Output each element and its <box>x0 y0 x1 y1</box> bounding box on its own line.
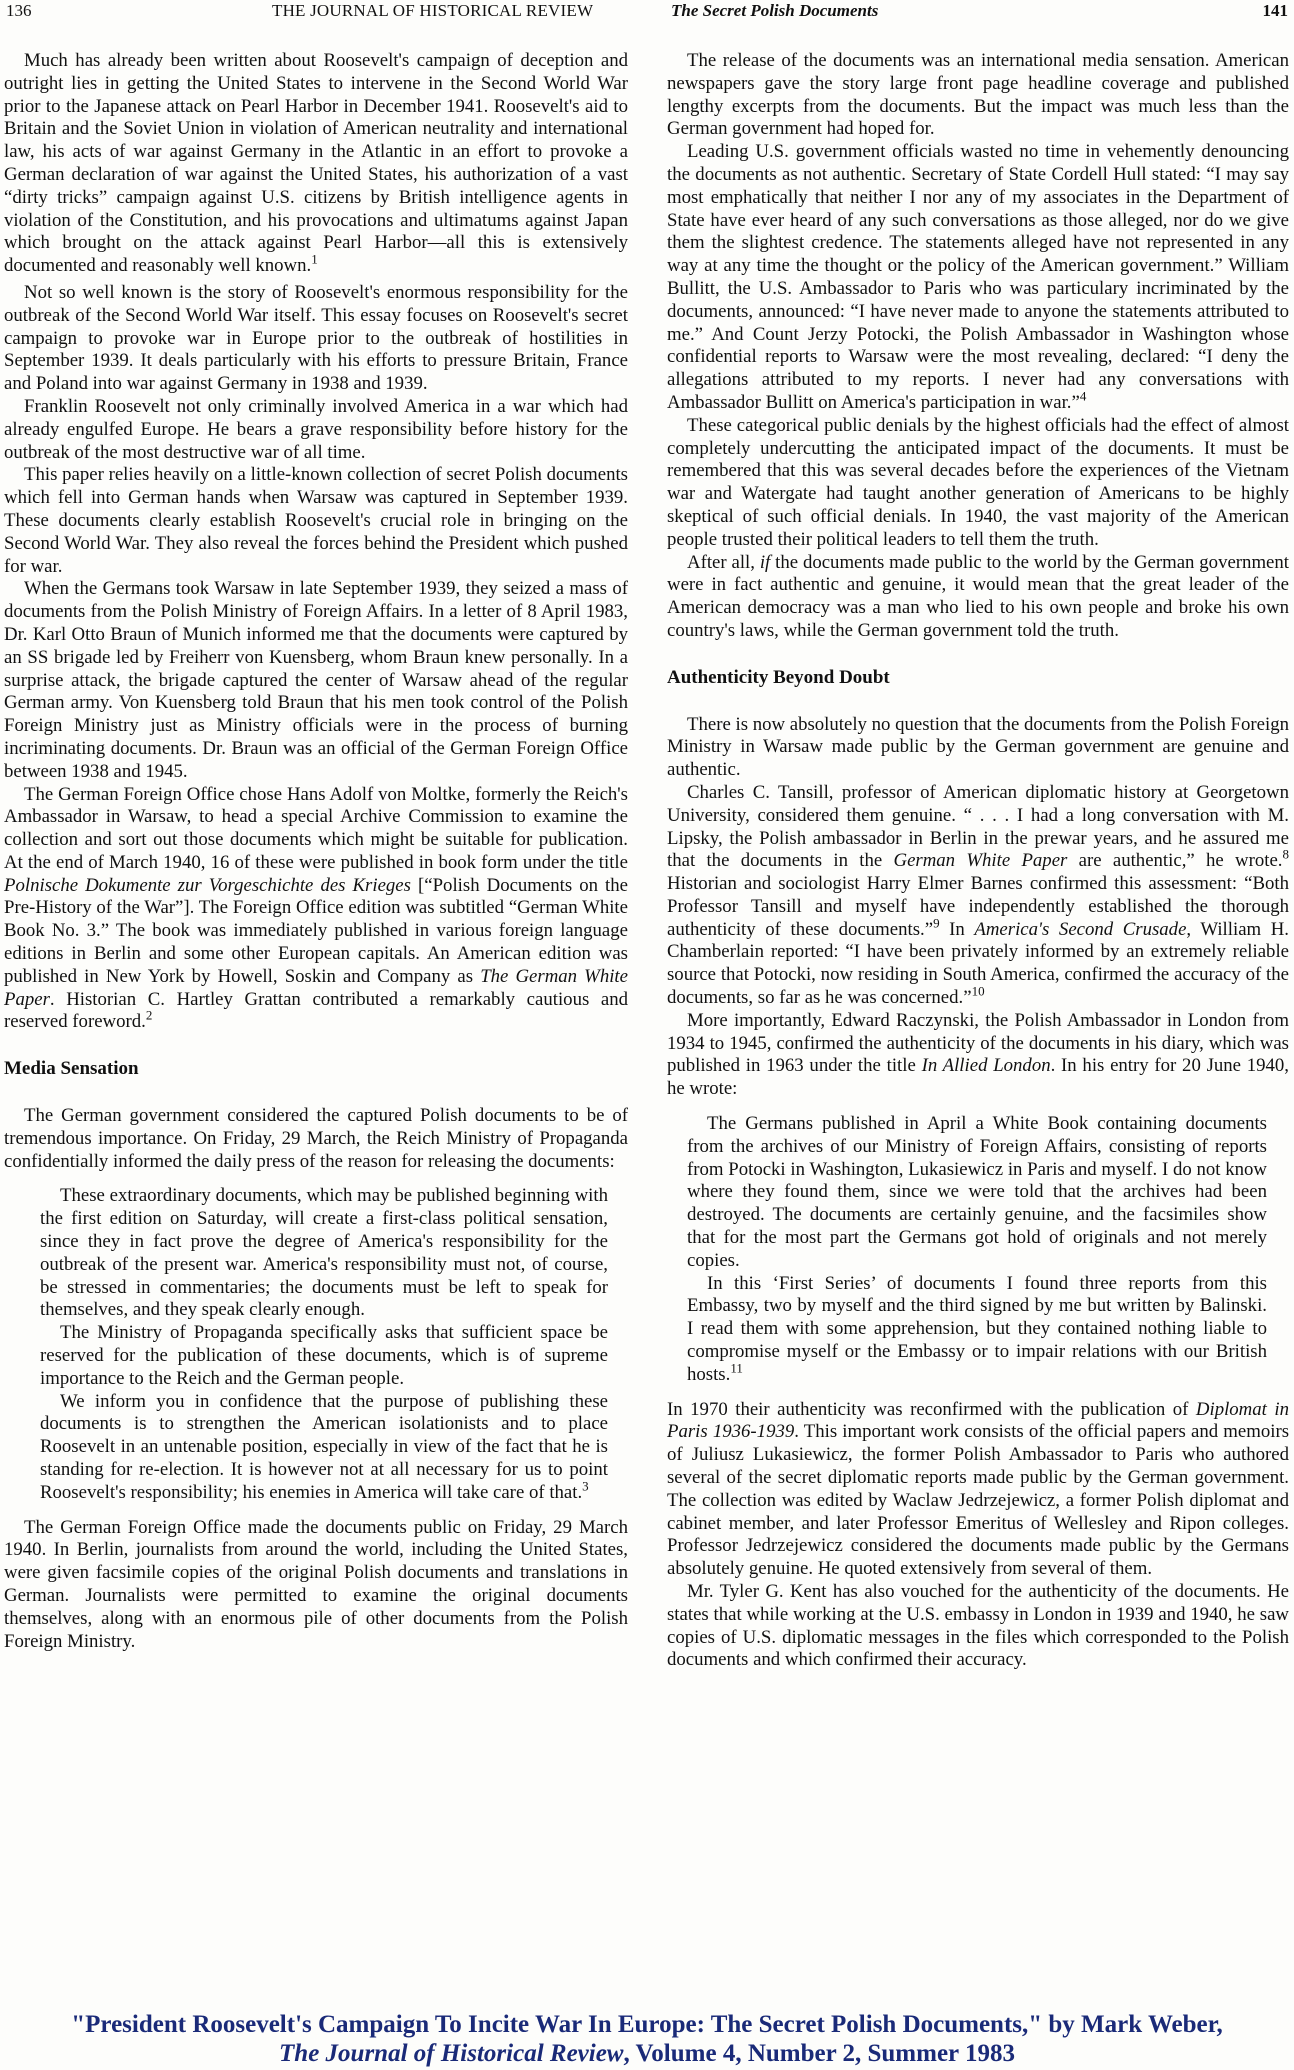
footnote-ref: 9 <box>933 915 940 931</box>
paragraph: Franklin Roosevelt not only criminally involved America in a war which had already engulfed Europe. He bears a grave responsibility before history for the outbreak of the most destructive war of all time. <box>4 395 628 463</box>
quote-paragraph: In this ‘First Series’ of documents I found three reports from this Embassy, two by myself and the third signed by me but written by Balinski. I read them with some apprehension, but they contained nothing liable to compromise myself or the Embassy or to impair relations with our British hosts.$^{11}$ <box>687 1272 1267 1385</box>
left-page-header <box>0 0 640 24</box>
citation-line-2: The Journal of Historical Review, Volume 4, Number 2, Summer 1983 <box>279 2040 1015 2067</box>
paragraph: There is now absolutely no question that the documents from the Polish Foreign Ministry in Warsaw made public by the German government are genuine and authentic. <box>667 713 1289 781</box>
paragraph: In 1970 their authenticity was reconfirmed with the publication of Diplomat in Paris 1936-1939. This important work consists of the official papers and memoirs of Juliusz Lukasiewicz, the former Polish Ambassador to Paris who authored several of the secret diplomatic reports made public by the German government. The collection was edited by Waclaw Jedrzejewicz, a former Polish diplomat and cabinet member, and later Professor Emeritus of Wellesley and Ripon colleges. Professor Jedrzejewicz considered the documents made public by the Germans absolutely genuine. He quoted extensively from several of them. <box>667 1398 1290 1580</box>
block-quote <box>40 1185 608 1504</box>
paragraph: The German government considered the captured Polish documents to be of tremendous importance. On Friday, 29 March, the Reich Ministry of Propaganda confidentially informed the daily press of the reason for releasing the documents: <box>4 1105 628 1172</box>
paragraph: Much has already been written about Roosevelt's campaign of deception and outright lies in getting the United States to intervene in the Second World War prior to the Japanese attack on Pearl Harbor in December 1941. Roosevelt's aid to Britain and the Soviet Union in violation of American neutrality and international law, his acts of war against Germany in the Atlantic in an effort to provoke a German declaration of war against the United States, his authorization of a vast “dirty tricks” campaign against U.S. citizens by British intelligence agents in violation of the Constitution, and his provocations and ultimatums against Japan which brought on the attack against Pearl Harbor—all this is extensively documented and reasonably well known.$^1$ <box>4 50 628 277</box>
book-title: Diplomat in Paris 1936-1939 <box>667 1398 1289 1443</box>
book-title: The German White Paper <box>4 965 628 1010</box>
paragraph: After all, if the documents made public to the world by the German government were in fact authentic and genuine, it would mean that the great leader of the American democracy was a man who lied to his own people and broke his own country's laws, while the German government told the truth. <box>667 551 1289 641</box>
paragraph: The release of the documents was an international media sensation. American newspapers gave the story large front page headline coverage and published lengthy excerpts from the documents. But the impact was much less than the German government had hoped for. <box>667 50 1289 140</box>
right-page-header <box>665 0 1294 24</box>
book-title: In Allied London <box>921 1055 1051 1077</box>
footnote-ref: 10 <box>971 983 985 999</box>
right-page-number: 141 <box>1262 1 1288 20</box>
section-heading-authenticity: Authenticity Beyond Doubt <box>667 666 890 688</box>
footnote-ref: 2 <box>145 1008 153 1024</box>
left-column <box>4 50 628 1653</box>
quote-paragraph: We inform you in confidence that the purpose of publishing these documents is to strengthen the American isolationists and to place Roosevelt in an untenable position, especially in view of the fact that he is standing for re-election. It is however not at all necessary for us to point Roosevelt's responsibility; his enemies in America will take care of that.$^3$ <box>40 1390 608 1503</box>
footnote-ref: 1 <box>311 251 318 267</box>
block-quote <box>687 1113 1267 1387</box>
paragraph: More importantly, Edward Raczynski, the Polish Ambassador in London from 1934 to 1945, confirmed the authenticity of the documents in his diary, which was published in 1963 under the title In Allied London. In his entry for 20 June 1940, he wrote: <box>667 1009 1289 1100</box>
journal-name: The Journal of Historical Review <box>279 2040 624 2067</box>
quote-paragraph: The Ministry of Propaganda specifically asks that sufficient space be reserved for the publication of these documents, which is of supreme importance to the Reich and the German people. <box>40 1322 608 1389</box>
citation-footer <box>0 2010 1294 2068</box>
book-title: German White Paper <box>893 850 1068 872</box>
quote-paragraph: The Germans published in April a White Book containing documents from the archives of our Ministry of Foreign Affairs, consisting of reports from Potocki in Washington, Lukasiewicz in Paris and myself. I do not know where they found them, since we were told that the archives had been destroyed. The documents are certainly genuine, and the facsimiles show that for the most part the Germans got hold of originals and not merely copies. <box>687 1113 1267 1271</box>
section-heading-media-sensation: Media Sensation <box>4 1058 139 1080</box>
paragraph: These categorical public denials by the highest officials had the effect of almost completely undercutting the anticipated impact of the documents. It must be remembered that this was several decades before the experiences of the Vietnam war and Watergate had taught another generation of Americans to be highly skeptical of such official denials. In 1940, the vast majority of the American people trusted their political leaders to tell them the truth. <box>667 414 1289 550</box>
footnote-ref: 8 <box>1282 847 1289 863</box>
paragraph: Charles C. Tansill, professor of American diplomatic history at Georgetown University, considered them genuine. “ . . . I had a long conversation with M. Lipsky, the Polish ambassador in Berlin in the prewar years, and he assured me that the documents in the German White Paper are authentic,” he wrote.$^8$ Historian and sociologist Harry Elmer Barnes confirmed this assessment: “Both Professor Tansill and myself have independently established the thorough authenticity of these documents.”$^9$ In America's Second Crusade, William H. Chamberlain reported: “I have been privately informed by an extremely reliable source that Potocki, now residing in South America, confirmed the accuracy of the documents, so far as he was concerned.”$^{10}$ <box>667 781 1289 1009</box>
footnote-ref: 3 <box>582 1478 589 1494</box>
paragraph: The German Foreign Office made the documents public on Friday, 29 March 1940. In Berlin, journalists from around the world, including the United States, were given facsimile copies of the original Polish documents and translations in German. Journalists were permitted to examine the original documents themselves, along with an enormous pile of other documents from the Polish Foreign Ministry. <box>4 1516 628 1652</box>
book-title: America's Second Crusade <box>974 918 1187 940</box>
paragraph: This paper relies heavily on a little-known collection of secret Polish documents which fell into German hands when Warsaw was captured in September 1939. These documents clearly establish Roosevelt's crucial role in bringing on the Second World War. They also reveal the forces behind the President which pushed for war. <box>4 464 628 577</box>
paragraph: Mr. Tyler G. Kent has also vouched for the authenticity of the documents. He states that while working at the U.S. embassy in London in 1939 and 1940, he saw copies of U.S. diplomatic messages in the files which corresponded to the Polish documents and which confirmed their accuracy. <box>667 1581 1289 1671</box>
paragraph: Leading U.S. government officials wasted no time in vehemently denouncing the documents as not authentic. Secretary of State Cordell Hull stated: “I may say most emphatically that neither I nor any of my associates in the Department of State have ever heard of any such conversations as those alleged, nor do we give them the slightest credence. The statements alleged have not represented in any way at any time the thought or the policy of the American government.” William Bullitt, the U.S. Ambassador to Paris who was particulary incriminated by the documents, announced: “I have never made to anyone the statements attributed to me.” And Count Jerzy Potocki, the Polish Ambassador in Washington whose confidential reports to Warsaw were the most revealing, declared: “I deny the allegations attributed to my reports. I never had any conversations with Ambassador Bullitt on America's participation in war.”$^4$ <box>667 141 1289 413</box>
footnote-ref: 4 <box>1079 388 1087 404</box>
paragraph: Not so well known is the story of Roosevelt's enormous responsibility for the outbreak of the Second World War itself. This essay focuses on Roosevelt's secret campaign to provoke war in Europe prior to the outbreak of hostilities in September 1939. It deals particularly with his efforts to pressure Britain, France and Poland into war against Germany in 1938 and 1939. <box>4 281 628 395</box>
right-column <box>667 50 1289 1672</box>
book-title: Polnische Dokumente zur Vorgeschichte des Krieges <box>4 874 411 896</box>
paragraph: The German Foreign Office chose Hans Adolf von Moltke, formerly the Reich's Ambassador in Warsaw, to head a special Archive Commission to examine the collection and sort out those documents which might be suitable for publication. At the end of March 1940, 16 of these were published in book form under the title Polnische Dokumente zur Vorgeschichte des Krieges [“Polish Documents on the Pre-History of the War”]. The Foreign Office edition was subtitled “German White Book No. 3.” The book was immediately published in various foreign language editions in Berlin and some other European capitals. An American edition was published in New York by Howell, Soskin and Company as The German White Paper. Historian C. Hartley Grattan contributed a remarkably cautious and reserved foreword.$^2$ <box>4 783 628 1033</box>
quote-paragraph: These extraordinary documents, which may be published beginning with the first edition on Saturday, will create a first-class political sensation, since they in fact prove the degree of America's responsibility for the outbreak of the present war. America's responsibility must not, of course, be stressed in commentaries; the documents must be left to speak for themselves, and they speak clearly enough. <box>40 1185 608 1321</box>
paragraph: When the Germans took Warsaw in late September 1939, they seized a mass of documents from the Polish Ministry of Foreign Affairs. In a letter of 8 April 1983, Dr. Karl Otto Braun of Munich informed me that the documents were captured by an SS brigade led by Freiherr von Kuensberg, whom Braun knew personally. In a surprise attack, the brigade captured the center of Warsaw ahead of the regular German army. Von Kuensberg told Braun that his men took control of the Polish Foreign Ministry just as Ministry officials were in the process of burning incriminating documents. Dr. Braun was an official of the German Foreign Office between 1938 and 1945. <box>4 578 628 782</box>
section-running-title: The Secret Polish Documents <box>671 1 879 20</box>
left-page-number: 136 <box>6 1 32 20</box>
emphasis: if <box>759 551 771 573</box>
citation-line-1: "President Roosevelt's Campaign To Incite War In Europe: The Secret Polish Documents," by Mark Weber, <box>71 2011 1223 2038</box>
journal-running-title: THE JOURNAL OF HISTORICAL REVIEW <box>272 1 594 20</box>
footnote-ref: 11 <box>730 1360 743 1376</box>
